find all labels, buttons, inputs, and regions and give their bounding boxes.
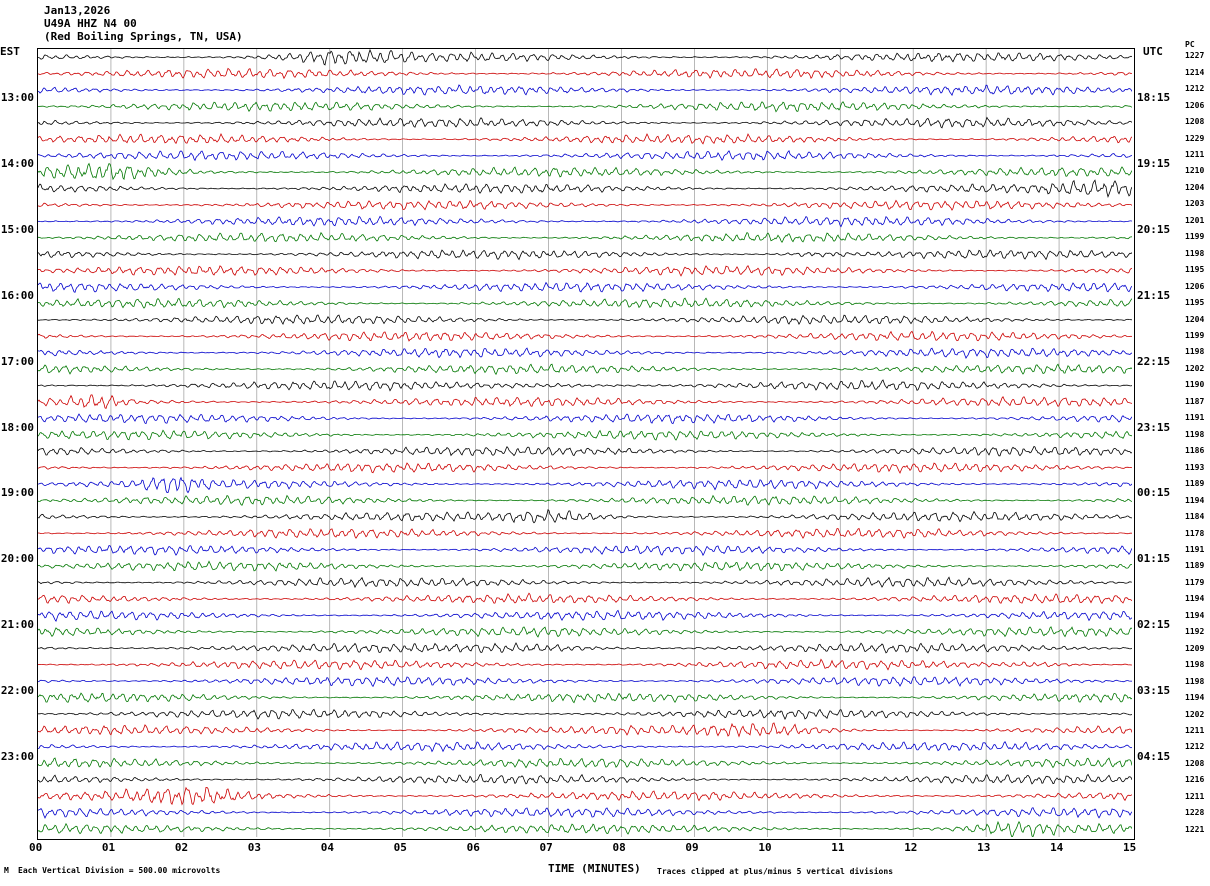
trace-row-28 <box>38 510 1132 523</box>
pc-value-40: 1202 <box>1185 709 1205 719</box>
x-tick-09: 09 <box>685 841 699 854</box>
pc-value-25: 1193 <box>1185 462 1205 472</box>
footer-scale-note: Each Vertical Division = 500.00 microvolts <box>18 866 221 875</box>
x-tick-11: 11 <box>831 841 845 854</box>
trace-row-26 <box>38 478 1132 493</box>
trace-row-27 <box>38 496 1132 506</box>
pc-value-47: 1221 <box>1185 824 1205 834</box>
y-tick-right-6: 00:15 <box>1137 486 1171 500</box>
y-tick-left-4: 17:00 <box>0 354 34 368</box>
pc-value-30: 1191 <box>1185 544 1205 554</box>
x-tick-14: 14 <box>1050 841 1064 854</box>
pc-value-45: 1211 <box>1185 791 1205 801</box>
header-block <box>44 4 243 43</box>
trace-row-34 <box>38 610 1132 621</box>
pc-column-label: PC <box>1185 40 1195 49</box>
trace-row-23 <box>38 430 1132 440</box>
pc-value-18: 1198 <box>1185 347 1205 357</box>
x-tick-12: 12 <box>904 841 918 854</box>
y-tick-left-9: 22:00 <box>0 683 34 697</box>
pc-value-10: 1201 <box>1185 215 1205 225</box>
y-tick-right-2: 20:15 <box>1137 223 1171 237</box>
header-date: Jan13,2026 <box>44 4 111 17</box>
trace-row-12 <box>38 250 1132 260</box>
pc-value-0: 1227 <box>1185 51 1205 61</box>
trace-row-44 <box>38 775 1132 784</box>
y-tick-right-4: 22:15 <box>1137 354 1171 368</box>
trace-row-11 <box>38 233 1132 243</box>
trace-row-24 <box>38 446 1132 455</box>
header-station: U49A HHZ N4 00 <box>44 17 137 30</box>
x-tick-15: 15 <box>1123 841 1137 854</box>
trace-row-30 <box>38 546 1132 556</box>
trace-row-43 <box>38 758 1132 768</box>
trace-row-6 <box>38 151 1132 161</box>
y-tick-left-2: 15:00 <box>0 223 34 237</box>
y-tick-left-6: 19:00 <box>0 486 34 500</box>
y-tick-left-7: 20:00 <box>0 552 34 566</box>
trace-row-35 <box>38 627 1132 637</box>
pc-value-11: 1199 <box>1185 232 1205 242</box>
pc-value-34: 1194 <box>1185 610 1205 620</box>
y-tick-right-3: 21:15 <box>1137 288 1171 302</box>
trace-row-25 <box>38 463 1132 473</box>
trace-row-20 <box>38 380 1132 391</box>
pc-value-17: 1199 <box>1185 331 1205 341</box>
header-location: (Red Boiling Springs, TN, USA) <box>44 30 243 43</box>
pc-value-24: 1186 <box>1185 446 1205 456</box>
trace-row-22 <box>38 414 1132 424</box>
trace-row-14 <box>38 283 1132 293</box>
trace-row-10 <box>38 216 1132 226</box>
x-tick-04: 04 <box>320 841 334 854</box>
pc-value-33: 1194 <box>1185 594 1205 604</box>
x-tick-02: 02 <box>174 841 189 854</box>
pc-value-1: 1214 <box>1185 67 1205 77</box>
x-tick-05: 05 <box>393 841 407 854</box>
y-tick-right-9: 03:15 <box>1137 683 1171 697</box>
y-tick-right-0: 18:15 <box>1137 91 1171 105</box>
seismogram-plot <box>37 48 1135 840</box>
trace-row-1 <box>38 68 1132 78</box>
trace-row-37 <box>38 659 1132 669</box>
pc-value-31: 1189 <box>1185 561 1205 571</box>
pc-value-38: 1198 <box>1185 676 1205 686</box>
y-tick-left-0: 13:00 <box>0 91 34 105</box>
pc-value-15: 1195 <box>1185 298 1205 308</box>
trace-row-8 <box>38 180 1132 197</box>
trace-row-21 <box>38 395 1132 409</box>
trace-row-19 <box>38 364 1132 374</box>
pc-value-41: 1211 <box>1185 726 1205 736</box>
trace-row-32 <box>38 577 1132 587</box>
trace-row-41 <box>38 723 1132 737</box>
trace-row-47 <box>38 822 1132 837</box>
right-axis-label: UTC <box>1143 45 1163 58</box>
x-tick-00: 00 <box>29 841 43 854</box>
pc-value-8: 1204 <box>1185 182 1205 192</box>
trace-row-39 <box>38 693 1132 703</box>
pc-value-44: 1216 <box>1185 775 1205 785</box>
pc-value-5: 1229 <box>1185 133 1205 143</box>
pc-value-35: 1192 <box>1185 627 1205 637</box>
pc-value-29: 1178 <box>1185 528 1205 538</box>
trace-row-2 <box>38 85 1132 95</box>
trace-row-17 <box>38 331 1132 341</box>
trace-row-46 <box>38 808 1132 818</box>
y-tick-left-3: 16:00 <box>0 288 34 302</box>
x-axis-title: TIME (MINUTES) <box>548 862 641 875</box>
y-tick-left-8: 21:00 <box>0 618 34 632</box>
y-tick-right-10: 04:15 <box>1137 749 1171 763</box>
trace-row-40 <box>38 709 1132 719</box>
trace-row-0 <box>38 50 1132 65</box>
footer-clip-note: Traces clipped at plus/minus 5 vertical divisions <box>657 867 894 876</box>
pc-value-19: 1202 <box>1185 363 1205 373</box>
trace-row-7 <box>38 164 1132 180</box>
trace-row-5 <box>38 134 1132 144</box>
pc-value-4: 1208 <box>1185 117 1205 127</box>
trace-row-3 <box>38 102 1132 112</box>
pc-value-22: 1191 <box>1185 413 1205 423</box>
x-tick-01: 01 <box>101 841 116 854</box>
pc-value-2: 1212 <box>1185 84 1205 94</box>
y-tick-right-8: 02:15 <box>1137 618 1171 632</box>
pc-value-13: 1195 <box>1185 265 1205 275</box>
pc-value-12: 1198 <box>1185 248 1205 258</box>
pc-value-9: 1203 <box>1185 199 1205 209</box>
pc-value-42: 1212 <box>1185 742 1205 752</box>
left-axis-label: EST <box>0 45 20 58</box>
pc-value-27: 1194 <box>1185 495 1205 505</box>
trace-row-45 <box>38 787 1132 804</box>
trace-row-4 <box>38 118 1132 128</box>
pc-value-20: 1190 <box>1185 380 1205 390</box>
pc-value-23: 1198 <box>1185 429 1205 439</box>
y-tick-left-1: 14:00 <box>0 157 34 171</box>
pc-value-6: 1211 <box>1185 149 1205 159</box>
trace-row-31 <box>38 561 1132 571</box>
trace-row-29 <box>38 529 1132 539</box>
pc-value-7: 1210 <box>1185 166 1205 176</box>
pc-value-21: 1187 <box>1185 396 1205 406</box>
y-tick-left-5: 18:00 <box>0 420 34 434</box>
pc-value-28: 1184 <box>1185 512 1205 522</box>
pc-value-36: 1209 <box>1185 643 1205 653</box>
y-tick-right-5: 23:15 <box>1137 420 1171 434</box>
trace-row-33 <box>38 593 1132 603</box>
pc-value-46: 1228 <box>1185 808 1205 818</box>
trace-row-16 <box>38 315 1132 324</box>
x-tick-06: 06 <box>466 841 480 854</box>
pc-value-39: 1194 <box>1185 693 1205 703</box>
footer-tick-mark: M <box>4 866 9 875</box>
trace-row-42 <box>38 742 1132 752</box>
pc-value-3: 1206 <box>1185 100 1205 110</box>
x-tick-13: 13 <box>977 841 991 854</box>
pc-value-14: 1206 <box>1185 281 1205 291</box>
trace-row-15 <box>38 298 1132 308</box>
pc-value-32: 1179 <box>1185 577 1205 587</box>
x-tick-07: 07 <box>539 841 553 854</box>
trace-row-36 <box>38 643 1132 653</box>
pc-value-37: 1198 <box>1185 660 1205 670</box>
x-tick-10: 10 <box>758 841 772 854</box>
x-tick-03: 03 <box>247 841 262 854</box>
x-tick-08: 08 <box>612 841 626 854</box>
y-tick-left-10: 23:00 <box>0 749 34 763</box>
pc-value-26: 1189 <box>1185 479 1205 489</box>
y-tick-right-7: 01:15 <box>1137 552 1171 566</box>
trace-row-13 <box>38 266 1132 276</box>
trace-row-18 <box>38 348 1132 358</box>
trace-row-38 <box>38 677 1132 687</box>
trace-row-9 <box>38 200 1132 210</box>
pc-value-43: 1208 <box>1185 758 1205 768</box>
pc-value-16: 1204 <box>1185 314 1205 324</box>
y-tick-right-1: 19:15 <box>1137 157 1171 171</box>
